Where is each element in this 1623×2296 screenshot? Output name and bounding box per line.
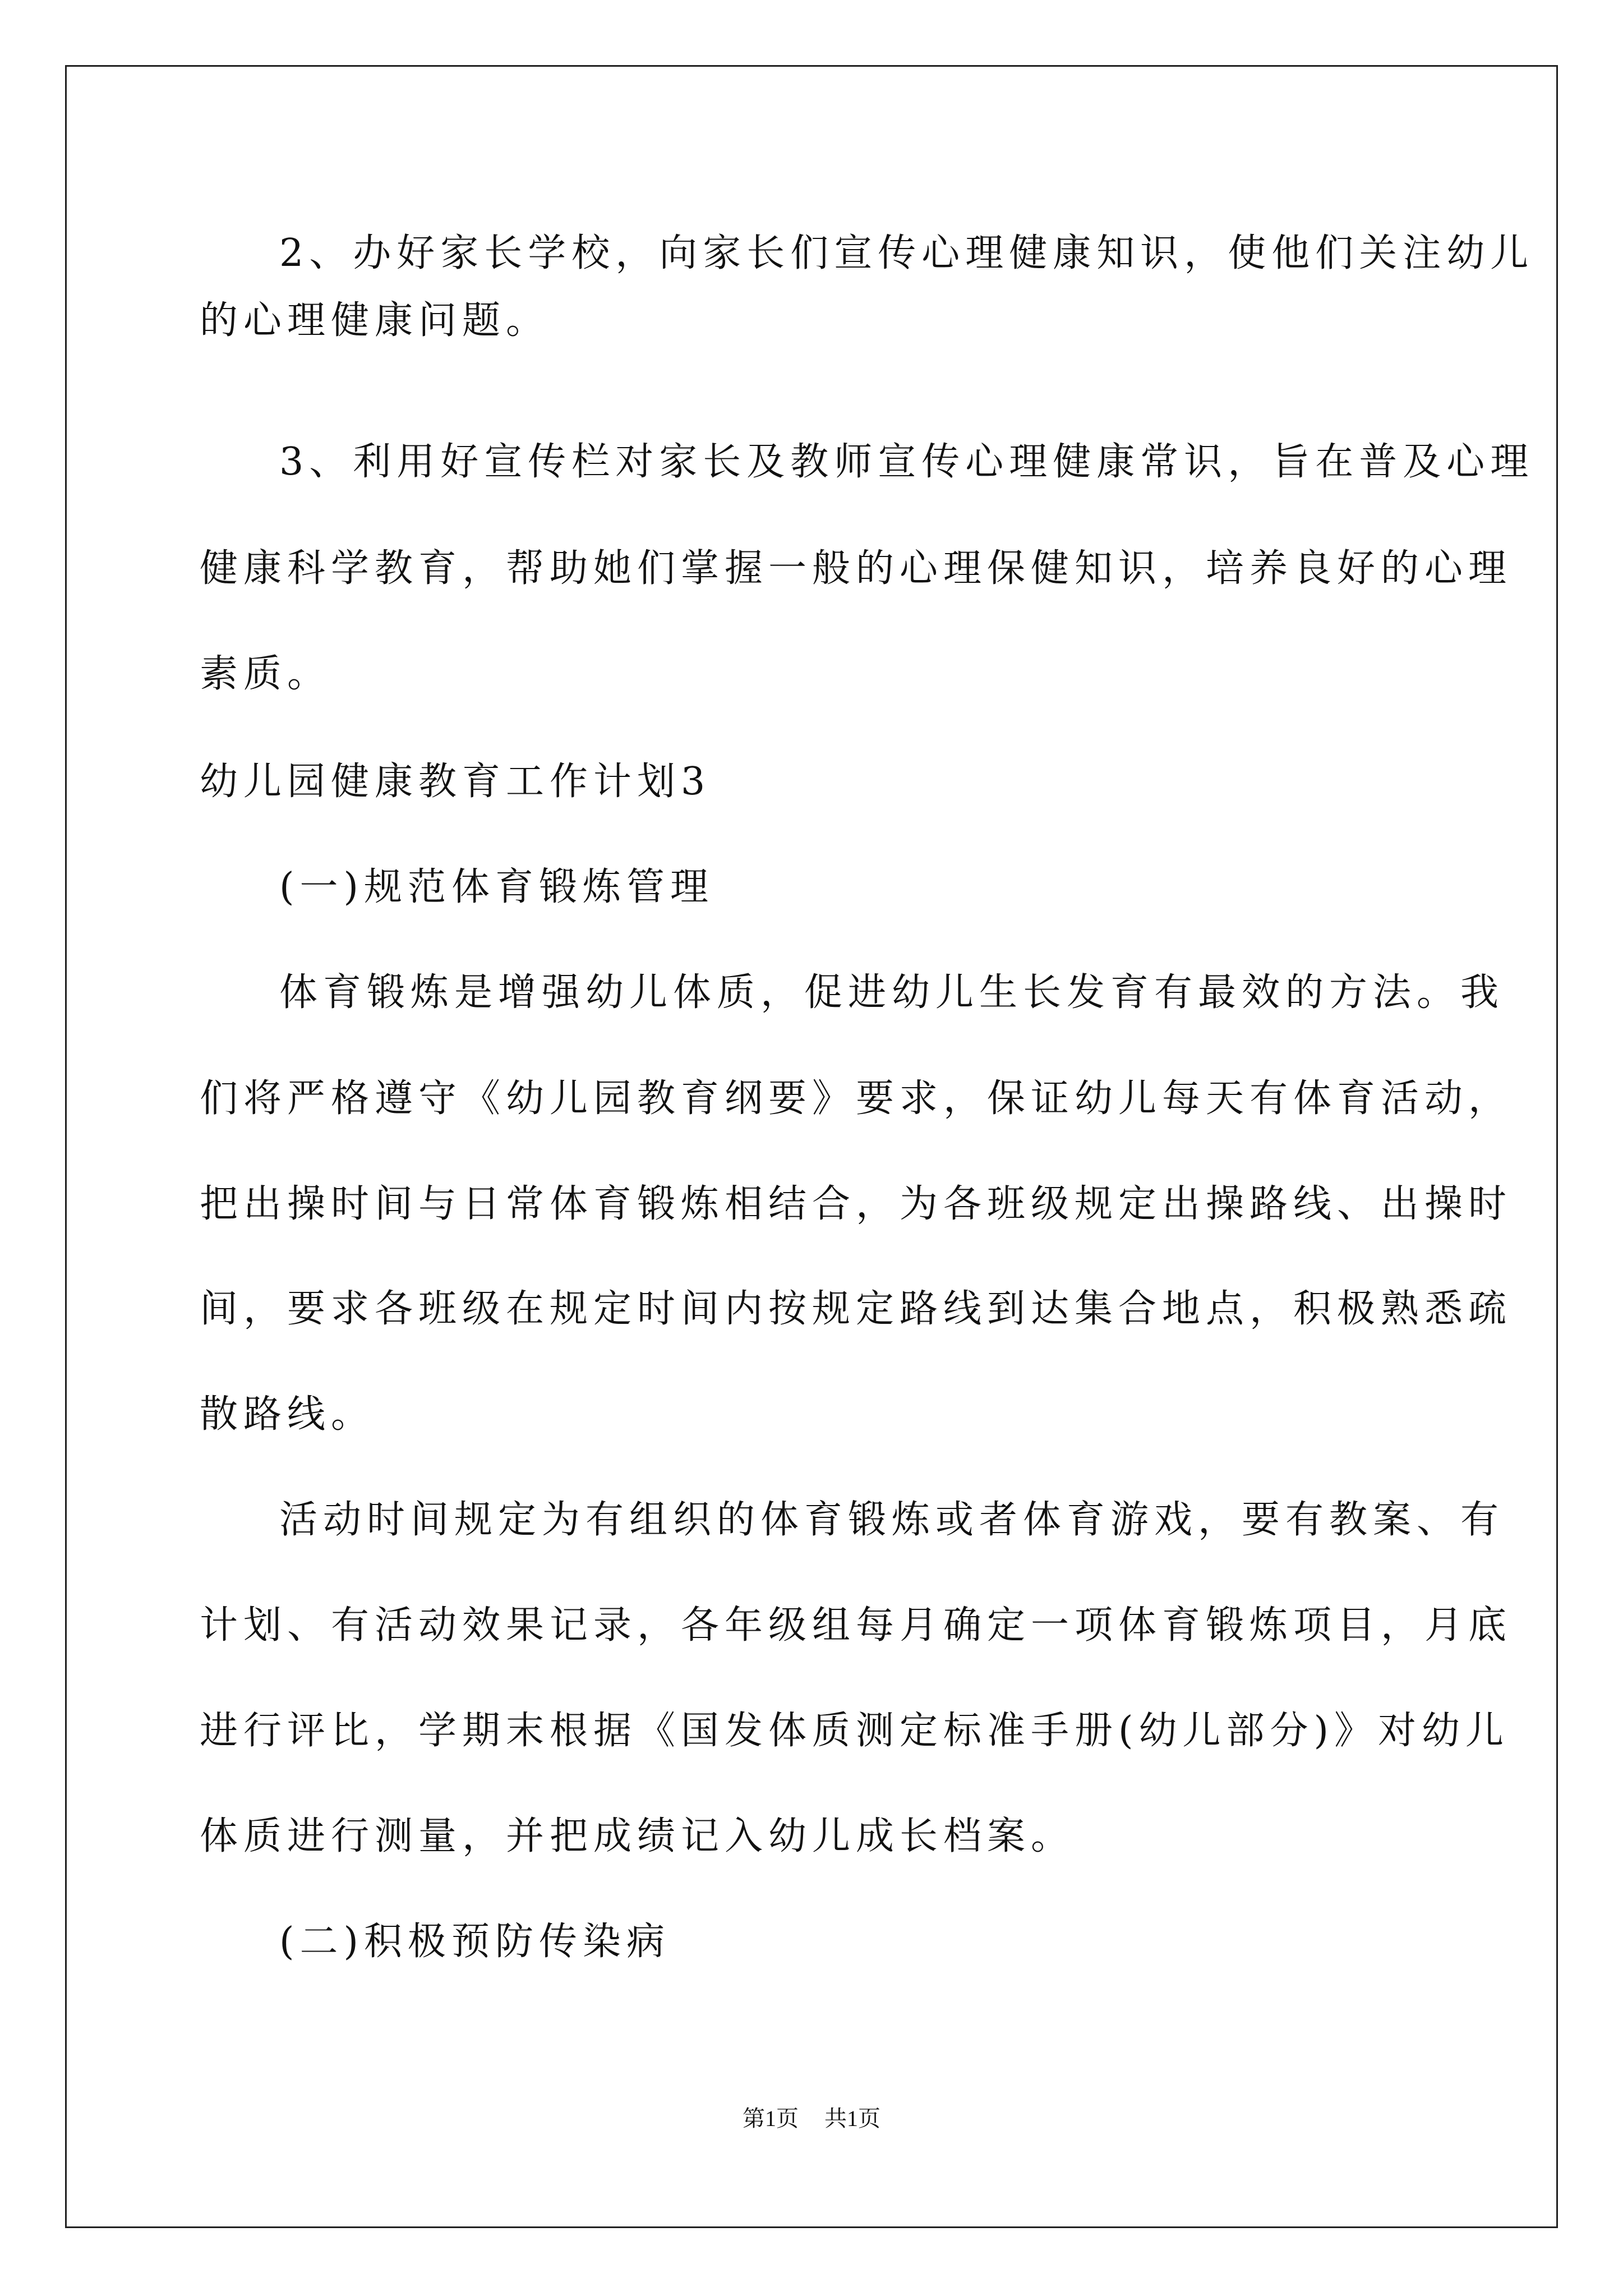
subsection-heading: (二)积极预防传染病 [279,1920,671,1964]
paragraph-line: 把出操时间与日常体育锻炼相结合，为各班级规定出操路线、出操时 [200,1182,1513,1226]
subsection-heading: (一)规范体育锻炼管理 [279,865,714,909]
paragraph-line: 散路线。 [200,1392,375,1437]
paragraph-line: 健康科学教育，帮助她们掌握一般的心理保健知识，培养良好的心理 [200,546,1513,591]
section-heading: 幼儿园健康教育工作计划3 [200,760,711,804]
paragraph-line: 们将严格遵守《幼儿园教育纲要》要求，保证幼儿每天有体育活动， [200,1076,1513,1121]
page-number-current: 第1页 [743,2106,799,2131]
page-number-total: 共1页 [824,2106,880,2131]
paragraph-line: 间，要求各班级在规定时间内按规定路线到达集合地点，积极熟悉疏 [200,1287,1513,1331]
paragraph-line: 进行评比，学期末根据《国发体质测定标准手册(幼儿部分)》对幼儿 [200,1709,1510,1753]
paragraph-line: 体育锻炼是增强幼儿体质，促进幼儿生长发育有最效的方法。我 [279,970,1505,1015]
paragraph-line: 3、利用好宣传栏对家长及教师宣传心理健康常识，旨在普及心理 [279,440,1534,484]
page-border [65,65,1558,2228]
paragraph-line: 素质。 [200,652,331,696]
paragraph-line: 计划、有活动效果记录，各年级组每月确定一项体育锻炼项目，月底 [200,1603,1513,1648]
paragraph-line: 2、办好家长学校，向家长们宣传心理健康知识，使他们关注幼儿 [279,231,1534,275]
paragraph-line: 体质进行测量，并把成绩记入幼儿成长档案。 [200,1814,1075,1858]
paragraph-line: 活动时间规定为有组织的体育锻炼或者体育游戏，要有教案、有 [279,1498,1505,1542]
page-footer [0,2101,1623,2133]
paragraph-line: 的心理健康问题。 [200,298,550,343]
